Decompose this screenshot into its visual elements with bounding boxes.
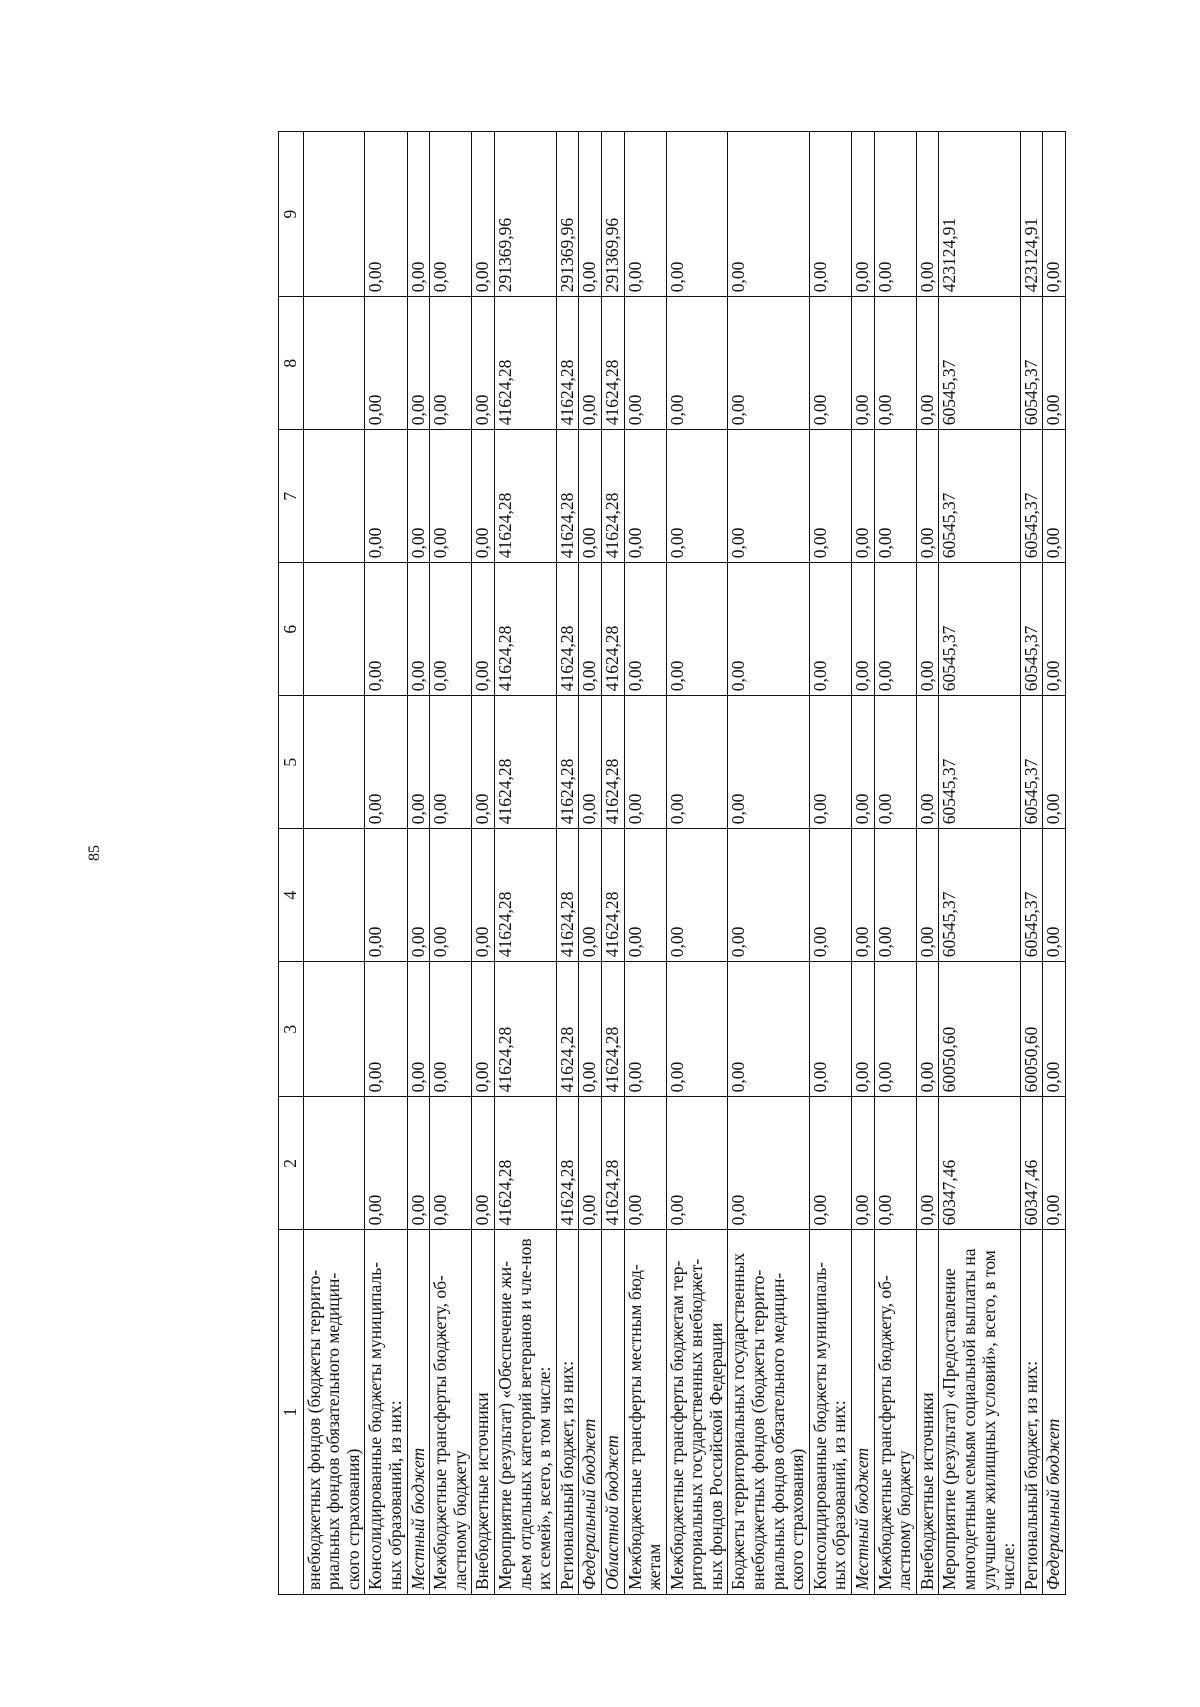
value-cell: 0,00 <box>579 696 602 829</box>
value-cell: 0,00 <box>430 563 472 696</box>
value-cell: 41624,28 <box>601 962 624 1097</box>
value-cell: 0,00 <box>916 430 939 563</box>
row-description: Межбюджетные трансферты бюджету, об-ластному бюджету <box>874 1230 916 1595</box>
value-cell: 0,00 <box>916 563 939 696</box>
value-cell: 0,00 <box>666 696 728 829</box>
table-row <box>809 132 851 1595</box>
value-cell: 41624,28 <box>556 962 579 1097</box>
table-row <box>1020 132 1043 1595</box>
row-description: Межбюджетные трансферты бюджетам тер-риториальных государственных внебюджет-ных фондов Российской Федерации <box>666 1230 728 1595</box>
value-cell: 0,00 <box>472 1097 495 1230</box>
value-cell: 0,00 <box>874 430 916 563</box>
value-cell <box>303 829 365 962</box>
value-cell: 0,00 <box>579 297 602 430</box>
value-cell: 0,00 <box>852 563 875 696</box>
value-cell: 0,00 <box>365 563 407 696</box>
value-cell: 0,00 <box>430 132 472 297</box>
value-cell: 0,00 <box>809 829 851 962</box>
value-cell: 0,00 <box>579 1097 602 1230</box>
value-cell: 423124,91 <box>939 132 1020 297</box>
value-cell: 0,00 <box>624 829 666 962</box>
row-description: Внебюджетные источники <box>472 1230 495 1595</box>
value-cell: 0,00 <box>430 962 472 1097</box>
table-row <box>666 132 728 1595</box>
value-cell: 0,00 <box>430 829 472 962</box>
value-cell <box>303 132 365 297</box>
value-cell: 0,00 <box>916 1097 939 1230</box>
value-cell: 60545,37 <box>939 297 1020 430</box>
row-description: Местный бюджет <box>407 1230 430 1595</box>
table-row <box>303 132 365 1595</box>
table-row <box>494 132 556 1595</box>
column-header: 3 <box>279 962 304 1097</box>
budget-table <box>278 131 1066 1595</box>
value-cell: 0,00 <box>852 430 875 563</box>
value-cell: 60545,37 <box>1020 430 1043 563</box>
table-row <box>579 132 602 1595</box>
table-row <box>728 132 809 1595</box>
value-cell: 0,00 <box>624 1097 666 1230</box>
column-header: 5 <box>279 696 304 829</box>
value-cell: 41624,28 <box>494 297 556 430</box>
table-row <box>624 132 666 1595</box>
value-cell: 291369,96 <box>494 132 556 297</box>
value-cell: 0,00 <box>874 962 916 1097</box>
value-cell: 0,00 <box>407 829 430 962</box>
value-cell: 60545,37 <box>939 829 1020 962</box>
row-description: Межбюджетные трансферты местным бюд-жетам <box>624 1230 666 1595</box>
value-cell: 0,00 <box>365 696 407 829</box>
column-header: 9 <box>279 132 304 297</box>
table-body <box>303 132 1065 1595</box>
value-cell: 0,00 <box>472 962 495 1097</box>
value-cell: 0,00 <box>365 132 407 297</box>
value-cell: 0,00 <box>407 563 430 696</box>
value-cell: 0,00 <box>1043 297 1066 430</box>
value-cell: 0,00 <box>579 829 602 962</box>
value-cell: 41624,28 <box>601 696 624 829</box>
value-cell: 41624,28 <box>556 696 579 829</box>
rotated-table-wrapper <box>278 131 1136 1595</box>
value-cell: 0,00 <box>916 132 939 297</box>
value-cell: 0,00 <box>728 297 809 430</box>
value-cell: 0,00 <box>916 297 939 430</box>
value-cell: 60545,37 <box>1020 563 1043 696</box>
row-description: внебюджетных фондов (бюджеты террито-риальных фондов обязательного медицин-ского страхования) <box>303 1230 365 1595</box>
value-cell: 0,00 <box>624 297 666 430</box>
value-cell: 0,00 <box>624 563 666 696</box>
value-cell: 0,00 <box>579 430 602 563</box>
value-cell: 0,00 <box>809 696 851 829</box>
value-cell: 0,00 <box>407 297 430 430</box>
value-cell: 0,00 <box>916 962 939 1097</box>
row-description: Межбюджетные трансферты бюджету, об-ластному бюджету <box>430 1230 472 1595</box>
column-header: 2 <box>279 1097 304 1230</box>
value-cell: 0,00 <box>809 563 851 696</box>
value-cell: 0,00 <box>809 430 851 563</box>
value-cell: 0,00 <box>407 430 430 563</box>
value-cell: 0,00 <box>874 297 916 430</box>
value-cell: 60050,60 <box>939 962 1020 1097</box>
value-cell: 0,00 <box>430 1097 472 1230</box>
table-row <box>874 132 916 1595</box>
table-row <box>939 132 1020 1595</box>
value-cell: 41624,28 <box>494 563 556 696</box>
value-cell: 0,00 <box>624 132 666 297</box>
value-cell: 0,00 <box>407 696 430 829</box>
value-cell: 423124,91 <box>1020 132 1043 297</box>
value-cell: 0,00 <box>666 297 728 430</box>
value-cell: 0,00 <box>809 962 851 1097</box>
value-cell: 0,00 <box>1043 430 1066 563</box>
value-cell: 0,00 <box>666 829 728 962</box>
value-cell: 0,00 <box>809 132 851 297</box>
table-row <box>556 132 579 1595</box>
value-cell <box>303 1097 365 1230</box>
table-header-row <box>279 132 304 1595</box>
value-cell: 0,00 <box>472 132 495 297</box>
page-number: 85 <box>86 845 103 861</box>
value-cell: 41624,28 <box>556 297 579 430</box>
row-description: Мероприятие (результат) «Предоставление многодетным семьям социальной выплаты на улучшение жилищных условий», всего, в том числе: <box>939 1230 1020 1595</box>
value-cell: 60545,37 <box>1020 297 1043 430</box>
value-cell: 0,00 <box>579 962 602 1097</box>
value-cell: 0,00 <box>1043 132 1066 297</box>
table-row <box>430 132 472 1595</box>
value-cell: 0,00 <box>1043 563 1066 696</box>
table-row <box>601 132 624 1595</box>
value-cell: 41624,28 <box>494 829 556 962</box>
value-cell: 0,00 <box>365 962 407 1097</box>
value-cell: 41624,28 <box>556 430 579 563</box>
row-description: Местный бюджет <box>852 1230 875 1595</box>
value-cell: 0,00 <box>916 696 939 829</box>
value-cell <box>303 962 365 1097</box>
row-description: Федеральный бюджет <box>579 1230 602 1595</box>
value-cell: 0,00 <box>852 962 875 1097</box>
value-cell: 0,00 <box>472 696 495 829</box>
value-cell: 0,00 <box>430 696 472 829</box>
table-row <box>472 132 495 1595</box>
value-cell: 0,00 <box>579 563 602 696</box>
value-cell: 0,00 <box>365 297 407 430</box>
row-description: Внебюджетные источники <box>916 1230 939 1595</box>
value-cell <box>303 430 365 563</box>
table-row <box>1043 132 1066 1595</box>
value-cell: 41624,28 <box>494 1097 556 1230</box>
value-cell: 0,00 <box>624 696 666 829</box>
value-cell: 0,00 <box>365 1097 407 1230</box>
value-cell: 0,00 <box>852 297 875 430</box>
value-cell: 0,00 <box>809 1097 851 1230</box>
value-cell: 0,00 <box>728 430 809 563</box>
row-description: Консолидированные бюджеты муниципаль-ных образований, из них: <box>809 1230 851 1595</box>
row-description: Мероприятие (результат) «Обеспечение жи-льем отдельных категорий ветеранов и чле-нов их семей», всего, в том числе: <box>494 1230 556 1595</box>
value-cell: 0,00 <box>728 1097 809 1230</box>
value-cell: 60545,37 <box>939 430 1020 563</box>
value-cell: 0,00 <box>472 430 495 563</box>
value-cell: 60545,37 <box>939 696 1020 829</box>
value-cell <box>303 563 365 696</box>
value-cell: 0,00 <box>852 1097 875 1230</box>
value-cell: 60545,37 <box>1020 696 1043 829</box>
value-cell: 0,00 <box>1043 696 1066 829</box>
column-header: 6 <box>279 563 304 696</box>
value-cell: 0,00 <box>472 829 495 962</box>
row-description: Бюджеты территориальных государственных внебюджетных фондов (бюджеты террито-риальных фондов обязательного медицин-ского страхования) <box>728 1230 809 1595</box>
value-cell: 0,00 <box>1043 962 1066 1097</box>
value-cell: 0,00 <box>916 829 939 962</box>
value-cell: 0,00 <box>579 132 602 297</box>
value-cell: 0,00 <box>728 962 809 1097</box>
value-cell: 0,00 <box>874 829 916 962</box>
value-cell: 0,00 <box>666 962 728 1097</box>
value-cell: 0,00 <box>874 1097 916 1230</box>
value-cell: 0,00 <box>666 132 728 297</box>
column-header: 8 <box>279 297 304 430</box>
value-cell: 291369,96 <box>601 132 624 297</box>
value-cell: 0,00 <box>430 430 472 563</box>
value-cell: 41624,28 <box>556 1097 579 1230</box>
value-cell: 0,00 <box>624 430 666 563</box>
value-cell <box>303 297 365 430</box>
value-cell: 0,00 <box>666 430 728 563</box>
row-description: Федеральный бюджет <box>1043 1230 1066 1595</box>
value-cell: 0,00 <box>874 563 916 696</box>
value-cell: 41624,28 <box>494 696 556 829</box>
value-cell: 291369,96 <box>556 132 579 297</box>
column-header: 4 <box>279 829 304 962</box>
value-cell: 0,00 <box>472 563 495 696</box>
value-cell: 60347,46 <box>939 1097 1020 1230</box>
value-cell: 60050,60 <box>1020 962 1043 1097</box>
value-cell: 0,00 <box>809 297 851 430</box>
value-cell: 41624,28 <box>494 962 556 1097</box>
value-cell: 0,00 <box>666 1097 728 1230</box>
value-cell: 0,00 <box>472 297 495 430</box>
table-row <box>852 132 875 1595</box>
value-cell: 0,00 <box>1043 829 1066 962</box>
value-cell: 0,00 <box>407 962 430 1097</box>
value-cell: 0,00 <box>624 962 666 1097</box>
value-cell: 41624,28 <box>601 297 624 430</box>
value-cell: 0,00 <box>365 829 407 962</box>
value-cell: 0,00 <box>430 297 472 430</box>
value-cell: 60347,46 <box>1020 1097 1043 1230</box>
row-description: Консолидированные бюджеты муниципаль-ных образований, из них: <box>365 1230 407 1595</box>
value-cell: 41624,28 <box>601 563 624 696</box>
value-cell: 0,00 <box>728 563 809 696</box>
value-cell <box>303 696 365 829</box>
row-description: Региональный бюджет, из них: <box>556 1230 579 1595</box>
value-cell: 0,00 <box>728 829 809 962</box>
table-row <box>365 132 407 1595</box>
value-cell: 41624,28 <box>601 1097 624 1230</box>
column-header: 1 <box>279 1230 304 1595</box>
value-cell: 60545,37 <box>1020 829 1043 962</box>
column-header: 7 <box>279 430 304 563</box>
row-description: Областной бюджет <box>601 1230 624 1595</box>
table-row <box>407 132 430 1595</box>
value-cell: 0,00 <box>874 696 916 829</box>
value-cell: 41624,28 <box>556 563 579 696</box>
value-cell: 0,00 <box>728 132 809 297</box>
value-cell: 41624,28 <box>601 829 624 962</box>
value-cell: 0,00 <box>852 829 875 962</box>
value-cell: 41624,28 <box>494 430 556 563</box>
value-cell: 0,00 <box>407 132 430 297</box>
table-row <box>916 132 939 1595</box>
value-cell: 0,00 <box>852 696 875 829</box>
value-cell: 0,00 <box>728 696 809 829</box>
value-cell: 0,00 <box>365 430 407 563</box>
value-cell: 0,00 <box>407 1097 430 1230</box>
row-description: Региональный бюджет, из них: <box>1020 1230 1043 1595</box>
value-cell: 60545,37 <box>939 563 1020 696</box>
value-cell: 41624,28 <box>601 430 624 563</box>
value-cell: 0,00 <box>1043 1097 1066 1230</box>
value-cell: 0,00 <box>666 563 728 696</box>
value-cell: 0,00 <box>852 132 875 297</box>
value-cell: 41624,28 <box>556 829 579 962</box>
value-cell: 0,00 <box>874 132 916 297</box>
